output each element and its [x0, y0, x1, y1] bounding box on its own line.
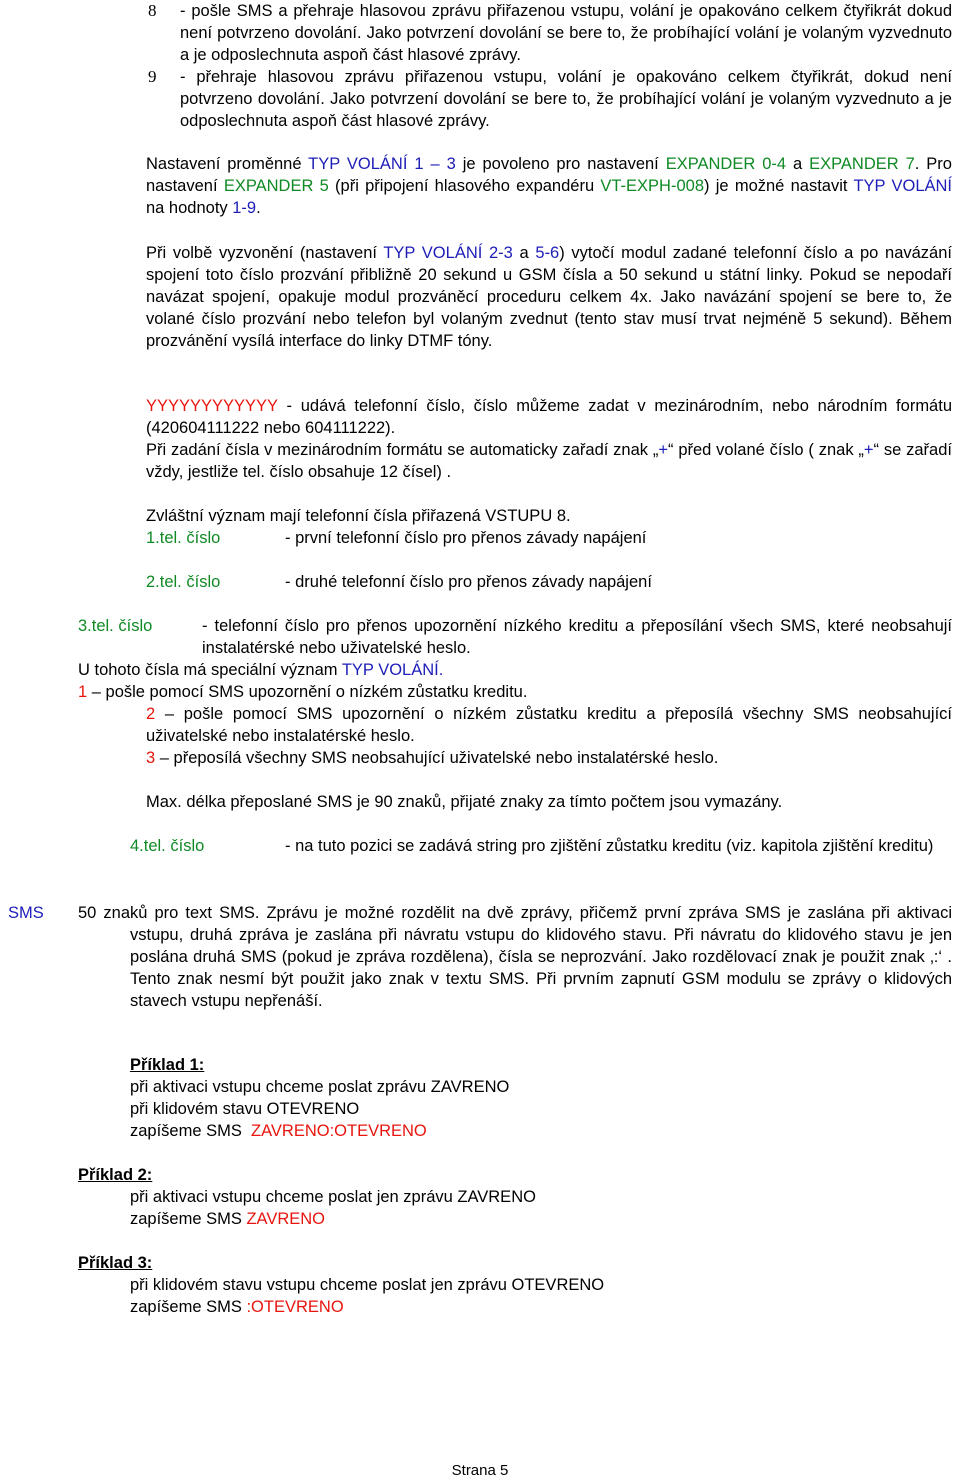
tel1-label: 1.tel. číslo [146, 529, 221, 547]
example-1-line: při aktivaci vstupu chceme poslat zprávu ZAVRENO [130, 1078, 510, 1096]
expander-ref: EXPANDER 5 [223, 177, 329, 195]
tel4-label: 4.tel. číslo [130, 837, 205, 855]
page-number: Strana 5 [451, 1462, 509, 1479]
option-number: 3 [146, 749, 156, 767]
text: “ před volané číslo ( znak „ [668, 441, 864, 459]
tel1-text: - první telefonní číslo pro přenos závady napájení [285, 529, 647, 547]
vt-exph-ref: VT-EXPH-008 [600, 177, 704, 195]
tel3-text: - telefonní číslo pro přenos upozornění nízkého kreditu a přeposílání všech SMS, které neobsahují instalatérské nebo uživatelské heslo. [202, 617, 952, 657]
example-1-line: při klidovém stavu OTEVRENO [130, 1100, 360, 1118]
item-number-9: 9 [148, 67, 157, 86]
example-3-result [130, 1296, 344, 1318]
typ-volani-ref: TYP VOLÁNÍ 1 – 3 [308, 155, 456, 173]
typ-volani-ref: TYP VOLÁNÍ 2-3 [383, 244, 513, 262]
text: . Pro nastavení [146, 155, 952, 195]
tel2-text: - druhé telefonní číslo pro přenos závady napájení [285, 573, 652, 591]
text: . [438, 661, 444, 679]
text: zapíšeme SMS [130, 1122, 252, 1140]
example-2-title: Příklad 2: [78, 1166, 153, 1184]
paragraph-nastaveni [146, 153, 952, 219]
max-length-note: Max. délka přeposlané SMS je 90 znaků, přijaté znaky za tímto počtem jsou vymazány. [146, 793, 783, 811]
text: – pošle pomocí SMS upozornění o nízkém zůstatku kreditu a přeposílá všechny SMS neobsahující uživatelské nebo instalatérské heslo. [146, 705, 952, 745]
sms-description: 50 znaků pro text SMS. Zprávu je možné rozdělit na dvě zprávy, přičemž první zpráva SMS je zaslána při aktivaci vstupu, druhá zpráva je zaslána při návratu vstupu do klidového stavu. Při návratu do klidového stavu je jen poslána druhá SMS (pokud je zpráva rozdělena), čísla se neprozvání. Jako rozdělovací znak je použit znak ‚:‘ . Tento znak nesmí být použit jako znak v textu SMS. Při prvním zapnutí GSM modulu se zprávy o klidových stavech vstupu nepřenáší. [78, 904, 952, 1010]
example-2-line: při aktivaci vstupu chceme poslat jen zprávu ZAVRENO [130, 1188, 536, 1206]
example-2-result [130, 1208, 325, 1230]
item-8-text: - pošle SMS a přehraje hlasovou zprávu přiřazenou vstupu, volání je opakováno celkem čtyřikrát dokud není potvrzeno dovolání. Jako potvrzení dovolání se bere to, že probíhající volání je volaným vyzvednuto a je odposlechnuta aspoň část hlasové zprávy. [180, 2, 952, 64]
text: Při volbě vyzvonění (nastavení [146, 244, 384, 262]
text: na hodnoty [146, 199, 233, 217]
sms-value: :OTEVRENO [246, 1298, 344, 1316]
text: Při zadání čísla v mezinárodním formátu se automaticky zařadí znak „ [146, 441, 659, 459]
text: ) vytočí modul zadané telefonní číslo a po navázání spojení toto číslo prozvání přibližně 20 sekund u GSM čísla a 50 sekund u státní linky. Pokud se nepodaří navázat spojení, opakuje modul prozváněcí proceduru celkem 4x. Jako navázání spojení se bere to, že volané číslo prozvání nebo telefon byl volaným zvednut (tento stav musí trvat nejméně 5 sekund). Během prozvánění vysílá interface do linky DTMF tóny. [146, 244, 952, 350]
paragraph-phone-number [146, 395, 952, 439]
tel2-label: 2.tel. číslo [146, 573, 221, 591]
text: Nastavení proměnné [146, 155, 309, 173]
typ-volani-ref: TYP VOLÁNÍ [853, 177, 953, 195]
option-2 [146, 703, 952, 747]
option-1 [78, 681, 527, 703]
text: a [786, 155, 810, 173]
example-3-title: Příklad 3: [78, 1254, 153, 1272]
range-ref: 1-9 [232, 199, 257, 217]
tel4-text: - na tuto pozici se zadává string pro zjištění zůstatku kreditu (viz. kapitola zjištění kreditu) [285, 837, 934, 855]
option-number: 2 [146, 705, 156, 723]
text: – pošle pomocí SMS upozornění o nízkém zůstatku kreditu. [87, 683, 528, 701]
text: a [512, 244, 536, 262]
example-3-line: při klidovém stavu vstupu chceme poslat jen zprávu OTEVRENO [130, 1276, 605, 1294]
text: - udává telefonní číslo, číslo můžeme zadat v mezinárodním, nebo národním formátu (420604111222 nebo 604111222). [146, 397, 952, 437]
text: . [256, 199, 261, 217]
plus-sign: + [863, 441, 874, 459]
sms-value: ZAVRENO:OTEVRENO [251, 1122, 427, 1140]
example-1-title: Příklad 1: [130, 1056, 205, 1074]
paragraph-volba [146, 242, 952, 352]
option-number: 1 [78, 683, 88, 701]
expander-ref: EXPANDER 7 [809, 155, 915, 173]
example-1-result [130, 1120, 427, 1142]
sms-label: SMS [8, 904, 44, 922]
vstup8-intro: Zvláštní význam mají telefonní čísla přiřazená VSTUPU 8. [146, 507, 571, 525]
special-meaning [78, 659, 443, 681]
text: (při připojení hlasového expandéru [328, 177, 601, 195]
expander-ref: EXPANDER 0-4 [665, 155, 787, 173]
phone-placeholder: YYYYYYYYYYYY [146, 397, 278, 415]
paragraph-international [146, 439, 952, 483]
plus-sign: + [658, 441, 668, 459]
text: zapíšeme SMS [130, 1298, 247, 1316]
text: U tohoto čísla má speciální význam [78, 661, 342, 679]
item-number-8: 8 [148, 1, 157, 20]
sms-value: ZAVRENO [246, 1210, 326, 1228]
text: ) je možné nastavit [704, 177, 854, 195]
text: zapíšeme SMS [130, 1210, 247, 1228]
typ-volani-ref: TYP VOLÁNÍ [341, 661, 439, 679]
option-3 [146, 747, 718, 769]
text: je povoleno pro nastavení [455, 155, 666, 173]
text: – přeposílá všechny SMS neobsahující uživatelské nebo instalatérské heslo. [155, 749, 719, 767]
item-9-text: - přehraje hlasovou zprávu přiřazenou vstupu, volání je opakováno celkem čtyřikrát, dokud není potvrzeno dovolání. Jako potvrzení dovolání se bere to, že probíhající volání je volaným vyzvednuto a je odposlechnuta aspoň část hlasové zprávy. [180, 68, 952, 130]
tel3-label: 3.tel. číslo [78, 617, 153, 635]
range-ref: 5-6 [535, 244, 560, 262]
text: “ se zařadí vždy, jestliže tel. číslo obsahuje 12 čísel) . [146, 441, 952, 481]
